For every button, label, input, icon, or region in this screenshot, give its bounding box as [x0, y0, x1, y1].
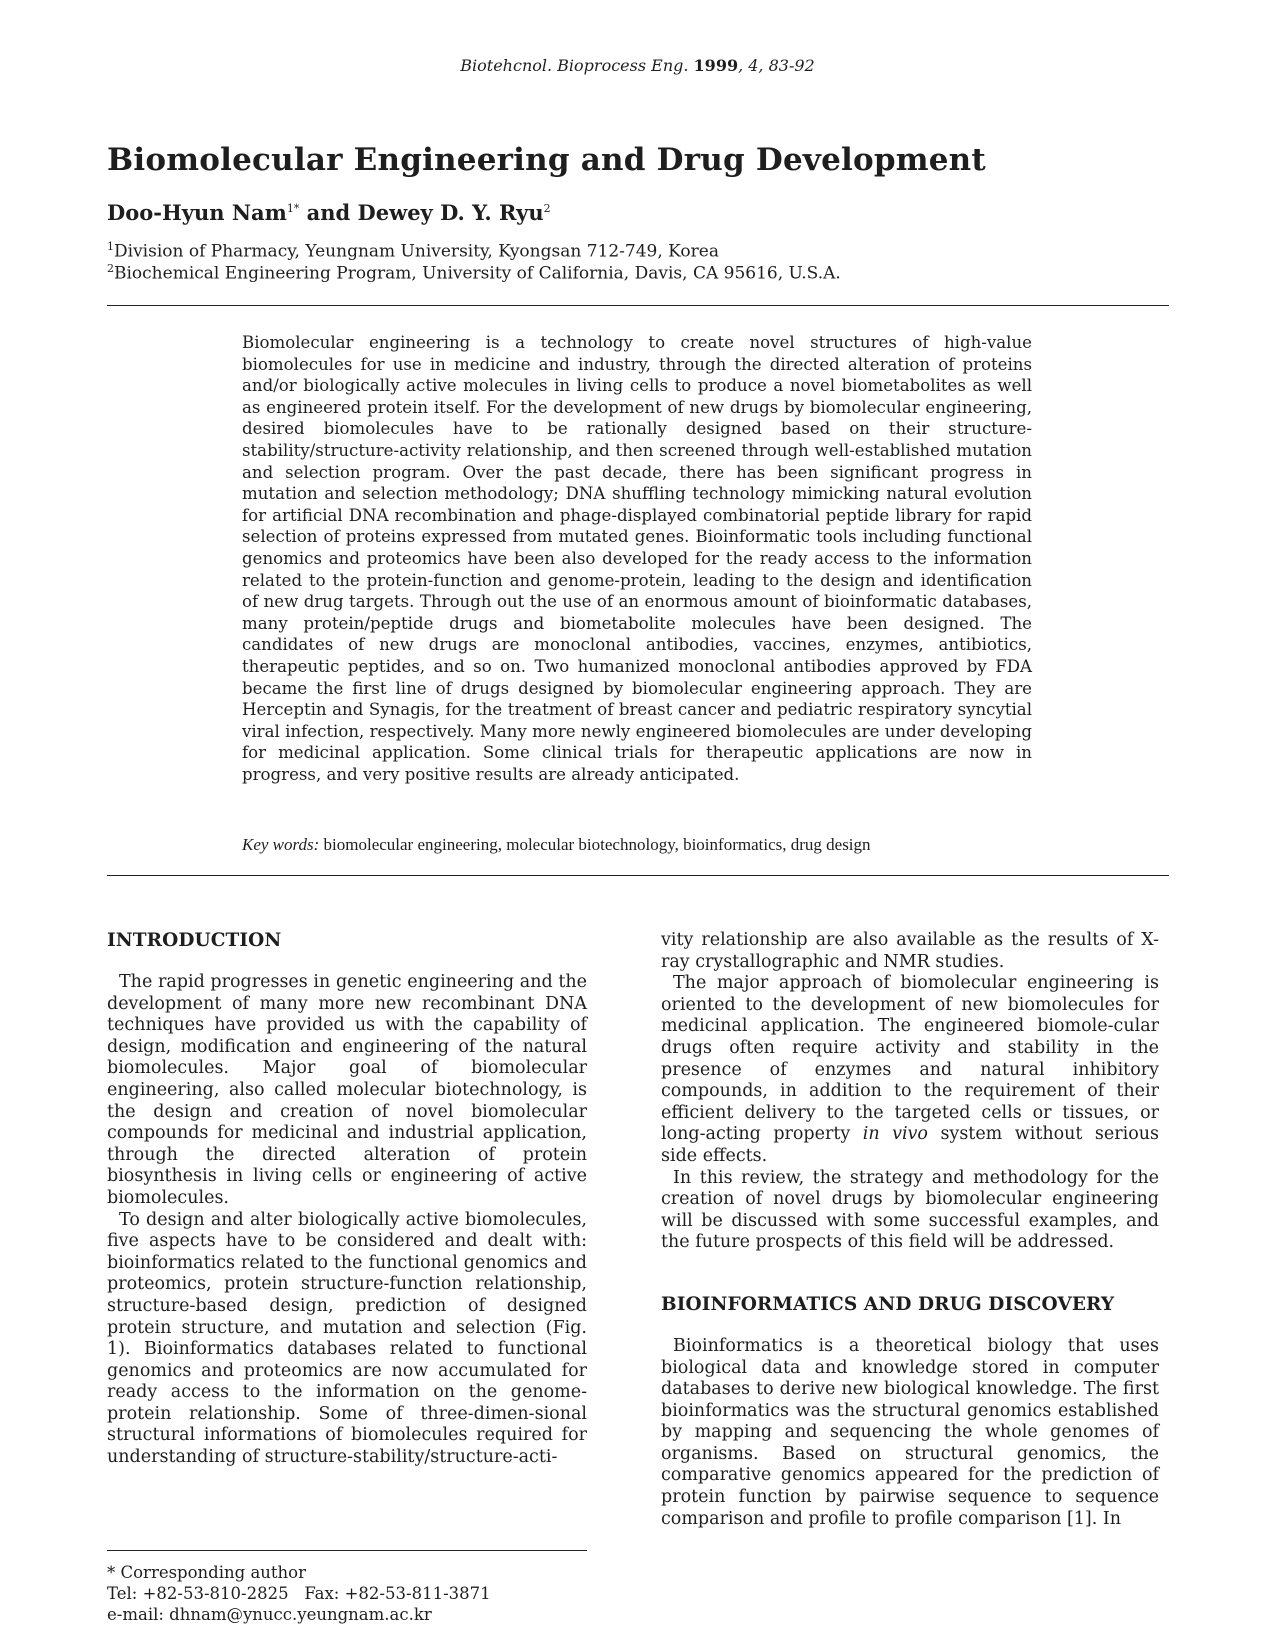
bottom-divider: [107, 875, 1169, 876]
email: e-mail: dhnam@ynucc.yeungnam.ac.kr: [107, 1605, 432, 1624]
approach-text-a: The major approach of biomolecular engineering is oriented to the development of new biomolecules for medicinal application. The engineered biomole-cular drugs often require activity and stability in the presence of enzymes and natural inhibitory compounds, in addition to the requirement of their efficient delivery to the targeted cells or tissues, or long-acting property: [661, 973, 1159, 1145]
affiliation-1-text: Division of Pharmacy, Yeungnam University, Kyongsan 712-749, Korea: [114, 241, 719, 262]
author-2-mark: 2: [543, 202, 551, 215]
paper-title: Biomolecular Engineering and Drug Development: [107, 142, 986, 178]
bioinformatics-paragraph: Bioinformatics is a theoretical biology that uses biological data and knowledge stored in computer databases to derive new biological knowledge. The first bioinformatics was the structural genomics established by mapping and sequencing the whole genomes of organisms. Based on structural genomics, the comparative genomics appeared for the prediction of protein function by pairwise sequence to sequence comparison and profile to profile comparison [1]. In: [661, 1335, 1159, 1529]
footnote-divider: [107, 1550, 587, 1551]
journal-volume-pages: , 4, 83-92: [738, 56, 815, 75]
approach-text-b: system without serious side effects.: [661, 1124, 1160, 1166]
affiliation-1: [107, 240, 719, 262]
tel-fax: Tel: +82-53-810-2825 Fax: +82-53-811-3871: [107, 1584, 491, 1603]
journal-year: 1999: [693, 56, 739, 75]
approach-paragraph: [661, 973, 1159, 1167]
continuation-paragraph: vity relationship are also available as the results of X-ray crystallographic and NMR studies.: [661, 930, 1159, 972]
journal-citation: [0, 56, 1275, 75]
footnote: [107, 1562, 607, 1625]
abstract: Biomolecular engineering is a technology to create novel structures of high-value biomolecules for use in medicine and industry, through the directed alteration of proteins and/or biologically active molecules in living cells to produce a novel biometabolites as well as engineered protein itself. For the development of new drugs by biomolecular engineering, desired biomolecules have to be rationally designed based on their structure-stability/structure-activity relationship, and then screened through well-established mutation and selection program. Over the past decade, there has been significant progress in mutation and selection methodology; DNA shuffling technology mimicking natural evolution for artificial DNA recombination and phage-displayed combinatorial peptide library for rapid selection of proteins expressed from mutated genes. Bioinformatic tools including functional genomics and proteomics have been also developed for the ready access to the information related to the protein-function and genome-protein, leading to the design and identification of new drug targets. Through out the use of an enormous amount of bioinformatic databases, many protein/peptide drugs and biometabolite molecules have been designed. The candidates of new drugs are monoclonal antibodies, vaccines, enzymes, antibiotics, therapeutic peptides, and so on. Two humanized monoclonal antibodies approved by FDA became the first line of drugs designed by biomolecular engineering approach. They are Herceptin and Synagis, for the treatment of breast cancer and pediatric respiratory syncytial viral infection, respectively. Many more newly engineered biomolecules are under developing for medicinal application. Some clinical trials for therapeutic applications are now in progress, and very positive results are already anticipated.: [242, 333, 1032, 784]
intro-paragraph-2: To design and alter biologically active biomolecules, five aspects have to be considered and dealt with: bioinformatics related to the functional genomics and proteomics, protein structure-function relationship, structure-based design, prediction of designed protein structure, and mutation and selection (Fig. 1). Bioinformatics databases related to functional genomics and proteomics are now accumulated for ready access to the information on the genome-protein relationship. Some of three-dimen-sional structural informations of biomolecules required for understanding of structure-stability/structure-acti-: [107, 1209, 587, 1468]
bioinformatics-heading: BIOINFORMATICS AND DRUG DISCOVERY: [661, 1293, 1115, 1315]
top-divider: [107, 305, 1169, 306]
affiliation-2-text: Biochemical Engineering Program, University of California, Davis, CA 95616, U.S.A.: [114, 263, 841, 284]
corresponding-author: * Corresponding author: [107, 1563, 306, 1582]
right-column: [661, 930, 1159, 1530]
keywords-label: Key words:: [242, 835, 320, 854]
review-paragraph: In this review, the strategy and methodology for the creation of novel drugs by biomolecular engineering will be discussed with some successful examples, and the future prospects of this field will be addressed.: [661, 1167, 1159, 1253]
keywords: [242, 835, 1032, 855]
left-column: [107, 930, 587, 1469]
introduction-heading: INTRODUCTION: [107, 930, 282, 951]
author-1-mark: 1*: [286, 202, 300, 215]
author-2: and Dewey D. Y. Ryu: [299, 200, 544, 225]
journal-name: Biotehcnol. Bioprocess Eng.: [460, 56, 689, 75]
affiliation-2: [107, 262, 841, 284]
affiliation-1-mark: 1: [107, 240, 114, 253]
intro-paragraph-1: The rapid progresses in genetic engineering and the development of many more new recombinant DNA techniques have provided us with the capability of design, modification and engineering of the natural biomolecules. Major goal of biomolecular engineering, also called molecular biotechnology, is the design and creation of novel biomolecular compounds for medicinal and industrial application, through the directed alteration of protein biosynthesis in living cells or engineering of active biomolecules.: [107, 972, 587, 1208]
author-list: [107, 200, 551, 225]
keywords-text: biomolecular engineering, molecular biotechnology, bioinformatics, drug design: [319, 835, 871, 854]
approach-text-italic: in vivo: [862, 1124, 928, 1145]
affiliation-2-mark: 2: [107, 262, 114, 275]
author-1: Doo-Hyun Nam: [107, 200, 287, 225]
